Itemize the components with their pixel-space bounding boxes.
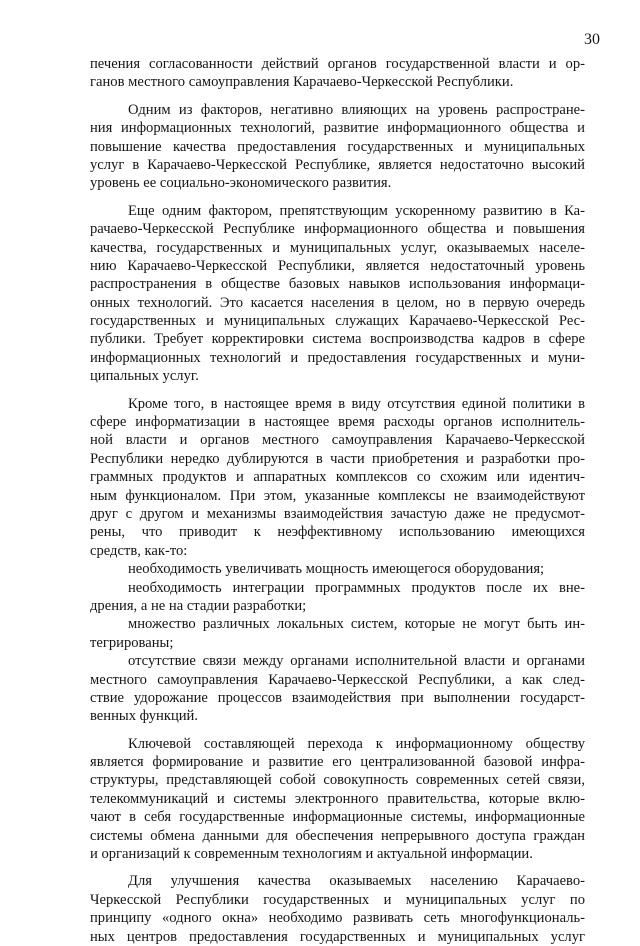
text-line: рены, что приводит к неэффективному использованию имеющихся xyxy=(90,524,585,541)
text-line: Еще одним фактором, препятствующим ускоренному развитию в Ка- xyxy=(128,202,585,219)
text-line: услуг в Карачаево-Черкесской Республике, является недостаточно высокий xyxy=(90,156,585,173)
text-line: публики. Требует корректировки система воспроизводства кадров в сфере xyxy=(90,331,585,348)
text-line: тегрированы; xyxy=(90,634,174,651)
list-item: необходимость увеличивать мощность имеющегося оборудования; xyxy=(128,561,545,578)
text-line: Одним из факторов, негативно влияющих на уровень распростране- xyxy=(128,101,585,118)
text-line: принципу «одного окна» необходимо развивать сеть многофункциональ- xyxy=(90,910,585,927)
text-line: является формирование и развитие его централизованной базовой инфра- xyxy=(90,754,585,771)
text-line: ной власти и органов местного самоуправления Карачаево-Черкесской xyxy=(90,432,585,449)
text-line: ганов местного самоуправления Карачаево-Черкесской Республики. xyxy=(90,74,514,91)
page-number: 30 xyxy=(584,31,600,48)
text-line: Кроме того, в настоящее время в виду отсутствия единой политики в xyxy=(128,395,585,412)
text-line: телекоммуникаций и системы электронного правительства, которые вклю- xyxy=(90,790,585,807)
text-line: чают в себя государственные информационные системы, информационные xyxy=(90,809,585,826)
text-line: ния информационных технологий, развитие информационного общества и xyxy=(90,120,585,137)
text-line: государственных и муниципальных служащих Карачаево-Черкесской Рес- xyxy=(90,313,585,330)
body-text xyxy=(90,55,585,946)
text-line: информационных технологий и предоставления государственных и муни- xyxy=(90,349,585,366)
text-line: структуры, представляющей собой совокупность современных сетей связи, xyxy=(90,772,585,789)
text-line: печения согласованности действий органов государственной власти и ор- xyxy=(90,56,585,72)
text-line: сфере информатизации в настоящее время расходы органов исполнитель- xyxy=(90,414,585,431)
text-line: ным функционалом. При этом, указанные комплексы не взаимодействуют xyxy=(90,487,585,504)
list-item: необходимость интеграции программных продуктов после их вне- xyxy=(128,579,585,596)
text-line: онных технологий. Это касается населения в целом, но в первую очередь xyxy=(90,294,585,311)
text-line: Республики нередко дублируются в части приобретения и разработки про- xyxy=(90,450,585,467)
text-line: ципальных услуг. xyxy=(90,368,199,385)
text-line: Черкесской Республики государственных и муниципальных услуг по xyxy=(90,891,585,908)
text-line: и организаций к современным технологиям и актуальной информации. xyxy=(90,846,533,863)
list-item: отсутствие связи между органами исполнительной власти и органами xyxy=(128,653,585,670)
text-line: качества, государственных и муниципальных услуг, оказываемых населе- xyxy=(90,239,585,256)
list-item: множество различных локальных систем, которые не могут быть ин- xyxy=(128,616,585,633)
text-line: друг с другом и механизмы взаимодействия зачастую даже не предусмот- xyxy=(90,505,585,522)
text-line: Ключевой составляющей перехода к информационному обществу xyxy=(128,735,585,752)
text-line: ных центров предоставления государственных и муниципальных услуг xyxy=(90,928,585,945)
text-line: венных функций. xyxy=(90,708,199,725)
text-line: граммных продуктов и аппаратных комплексов со схожим или идентич- xyxy=(90,469,585,486)
text-line: средств, как-то: xyxy=(90,542,188,559)
text-line: местного самоуправления Карачаево-Черкесской Республики, а как след- xyxy=(90,671,585,688)
text-line: распространения в обществе базовых навыков использования информаци- xyxy=(90,276,585,293)
text-line: уровень ее социально-экономического развития. xyxy=(90,175,392,192)
text-line: ствие удорожание процессов взаимодействия при выполнении государст- xyxy=(90,689,585,706)
text-line: системы обмена данными для обеспечения непрерывного доступа граждан xyxy=(90,827,585,844)
text-line: рачаево-Черкесской Республике информационного общества и повышения xyxy=(90,221,585,238)
text-line: нию Карачаево-Черкесской Республики, является недостаточный уровень xyxy=(90,257,585,274)
text-line: Для улучшения качества оказываемых населению Карачаево- xyxy=(128,873,585,890)
text-line: повышение качества предоставления государственных и муниципальных xyxy=(90,138,585,155)
text-line: дрения, а не на стадии разработки; xyxy=(90,597,307,614)
